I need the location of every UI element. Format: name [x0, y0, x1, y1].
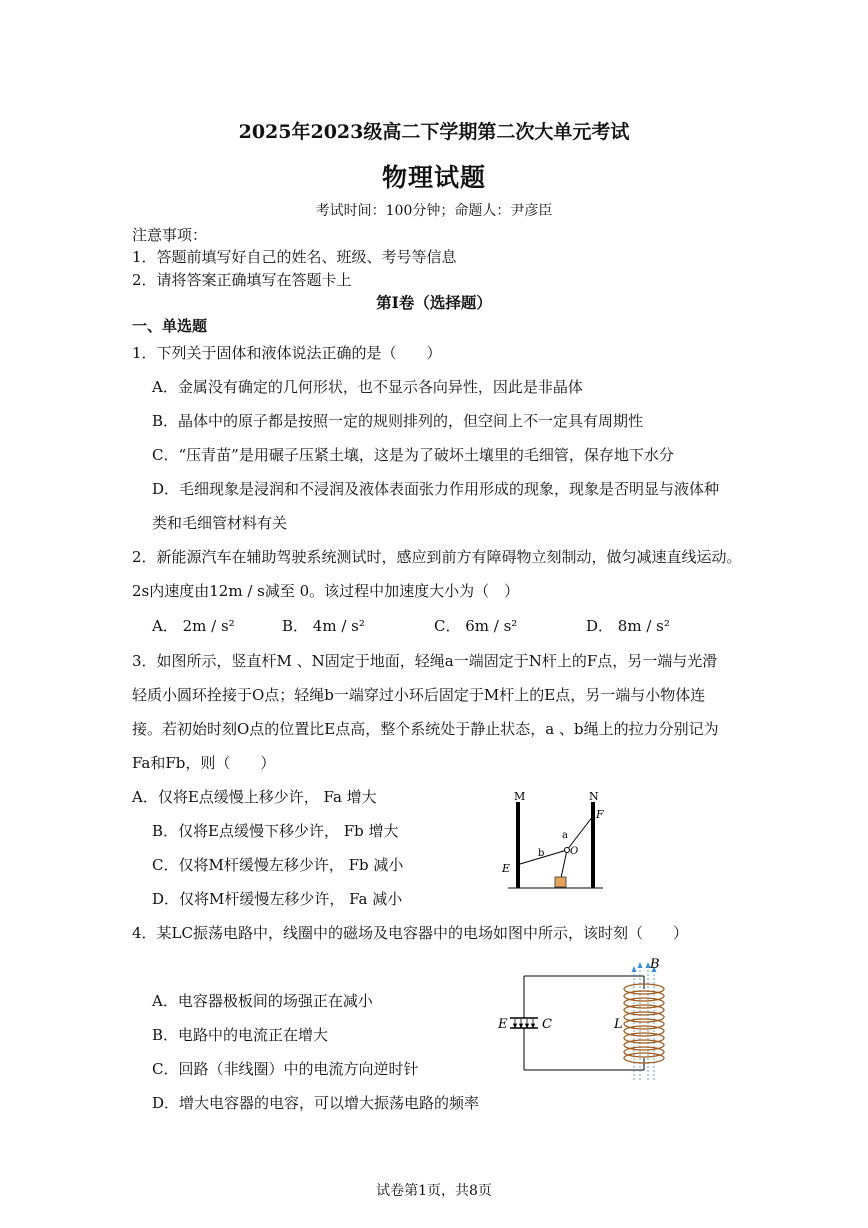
- label-o: O: [570, 846, 579, 857]
- label-e: E: [502, 862, 511, 875]
- q2-option-a: A． 2m / s²: [152, 617, 235, 635]
- label-a: a: [562, 830, 568, 841]
- q2-stem-line1: 2．新能源汽车在辅助驾驶系统测试时，感应到前方有障碍物立刻制动，做匀减速直线运动。: [132, 548, 742, 566]
- notes-heading: 注意事项：: [132, 226, 208, 244]
- rope-a: [567, 816, 593, 850]
- label-l: L: [614, 1017, 623, 1032]
- page-footer: 试卷第1页，共8页: [376, 1183, 492, 1199]
- q4-option-d: D．增大电容器的电容，可以增大振荡电路的频率: [152, 1094, 480, 1112]
- exam-title: 2025年2023级高二下学期第二次大单元考试: [238, 121, 630, 143]
- part-title: 一、单选题: [132, 317, 208, 335]
- note-item-1: 1．答题前填写好自己的姓名、班级、考号等信息: [132, 248, 457, 266]
- q4-option-a: A．电容器极板间的场强正在减小: [152, 992, 373, 1010]
- q4-option-b: B．电路中的电流正在增大: [152, 1026, 329, 1044]
- q3-stem-line1: 3．如图所示，竖直杆M 、N固定于地面，轻绳a一端固定于N杆上的F点，另一端与光滑: [132, 652, 718, 670]
- label-m: M: [514, 790, 526, 803]
- q3-option-a: A．仅将E点缓慢上移少许， Fa 增大: [132, 788, 377, 806]
- q2-option-b: B． 4m / s²: [282, 617, 365, 635]
- label-e: E: [498, 1017, 508, 1032]
- q1-option-c: C．“压青苗”是用碾子压紧土壤，这是为了破坏土壤里的毛细管，保存地下水分: [152, 446, 674, 464]
- small-block: [555, 877, 566, 887]
- q4-option-c: C．回路（非线圈）中的电流方向逆时针: [152, 1060, 419, 1078]
- coil-l: [624, 984, 664, 1063]
- subject-title: 物理试题: [381, 163, 486, 192]
- q3-option-d: D．仅将M杆缓慢左移少许， Fa 减小: [152, 890, 403, 908]
- q3-option-b: B．仅将E点缓慢下移少许， Fb 增大: [152, 822, 399, 840]
- q4-stem: 4．某LC振荡电路中，线圈中的磁场及电容器中的电场如图中所示，该时刻（ ）: [132, 924, 688, 942]
- q3-stem-line2: 轻质小圆环拴接于O点；轻绳b一端穿过小环后固定于M杆上的E点，另一端与小物体连: [132, 686, 706, 704]
- q1-option-b: B．晶体中的原子都是按照一定的规则排列的，但空间上不一定具有周期性: [152, 412, 644, 430]
- q1-stem: 1．下列关于固体和液体说法正确的是（ ）: [132, 344, 442, 362]
- q2-option-c: C． 6m / s²: [434, 617, 518, 635]
- exam-meta: 考试时间：100分钟；命题人：尹彦臣: [315, 203, 553, 219]
- rope-b-hanging: [561, 850, 567, 878]
- q3-option-c: C．仅将M杆缓慢左移少许， Fb 减小: [152, 856, 404, 874]
- q3-stem-line4: Fa和Fb，则（ ）: [132, 754, 276, 772]
- note-item-2: 2．请将答案正确填写在答题卡上: [132, 271, 352, 289]
- label-f: F: [596, 808, 604, 821]
- q1-option-d-cont: 类和毛细管材料有关: [152, 514, 288, 532]
- q4-figure: [494, 954, 674, 1086]
- label-n: N: [589, 790, 599, 803]
- q1-option-d: D．毛细现象是浸润和不浸润及液体表面张力作用形成的现象，现象是否明显与液体种: [152, 480, 720, 498]
- label-b: B: [650, 957, 660, 972]
- ring-o: [565, 848, 570, 853]
- section-title: 第Ⅰ卷（选择题）: [376, 293, 492, 312]
- q1-option-a: A．金属没有确定的几何形状，也不显示各向异性，因此是非晶体: [152, 378, 583, 396]
- q3-figure: [498, 788, 610, 898]
- label-c: C: [542, 1017, 552, 1032]
- q2-option-d: D． 8m / s²: [586, 617, 670, 635]
- q3-stem-line3: 接。若初始时刻O点的位置比E点高，整个系统处于静止状态，a 、b绳上的拉力分别记为: [132, 720, 719, 738]
- label-b: b: [538, 848, 545, 859]
- electric-field-arrows: [514, 1019, 535, 1028]
- q2-stem-line2: 2s内速度由12m / s减至 0。该过程中加速度大小为（ ）: [132, 582, 520, 600]
